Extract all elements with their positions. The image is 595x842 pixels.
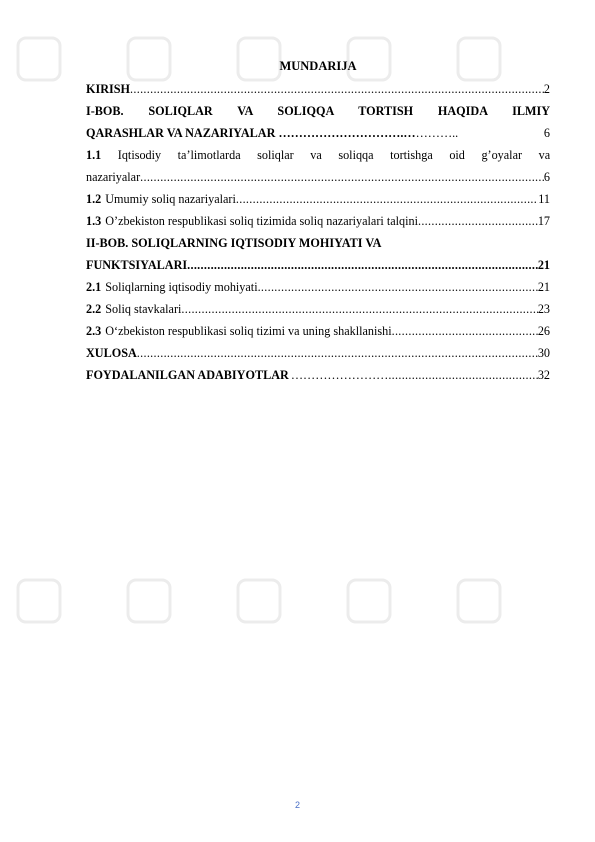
toc-entry-label: KIRISH: [86, 82, 131, 96]
word: soliqqa: [338, 148, 374, 162]
toc-entry-1-3[interactable]: [86, 210, 550, 232]
word: tortishga: [390, 148, 433, 162]
toc-entry-label: II-BOB. SOLIQLARNING IQTISODIY MOHIYATI VA: [86, 236, 382, 250]
toc-page-number: 11: [538, 192, 550, 206]
word: TORTISH: [358, 104, 414, 118]
toc-entry-1-1-line2[interactable]: [86, 166, 550, 188]
toc-entry-label: nazariyalar: [86, 170, 141, 184]
toc-page-number: 21: [537, 280, 550, 294]
dot-leader: [181, 298, 537, 320]
dot-leader: [140, 166, 544, 188]
toc-entry-2-1[interactable]: [86, 276, 550, 298]
word: SOLIQLAR: [148, 104, 213, 118]
toc-chapter2-heading-line2[interactable]: [86, 254, 550, 276]
word: g’oyalar: [481, 148, 523, 162]
word: soliqlar: [257, 148, 294, 162]
word: ta’limotlarda: [177, 148, 241, 162]
dot-leader: [236, 188, 538, 210]
word: ILMIY: [512, 104, 551, 118]
toc-page-number: 26: [537, 324, 550, 338]
section-number: 2.2: [86, 302, 102, 316]
dot-leader: [137, 342, 538, 364]
word: va: [310, 148, 322, 162]
toc-entry-kirish[interactable]: [86, 78, 550, 100]
toc-title: MUNDARIJA: [279, 59, 357, 73]
word: VA: [237, 104, 253, 118]
dot-leader: [187, 254, 538, 276]
section-number: 1.2: [86, 192, 102, 206]
toc-page-number: 17: [537, 214, 550, 228]
toc-entry-label: XULOSA: [86, 346, 137, 360]
toc-entry-label: O’zbekiston respublikasi soliq tizimida soliq nazariyalari talqini: [105, 214, 418, 228]
dot-leader: [130, 78, 544, 100]
dot-leader: [392, 320, 538, 342]
footer-page-number: 2: [294, 800, 300, 810]
toc-page-number: 21: [537, 258, 550, 272]
word: SOLIQQA: [277, 104, 334, 118]
toc-entry-xulosa[interactable]: [86, 342, 550, 364]
section-number: 2.1: [86, 280, 102, 294]
toc-entry-1-1-line1[interactable]: [86, 144, 550, 166]
word: oid: [449, 148, 465, 162]
toc-chapter2-heading-line1[interactable]: [86, 232, 550, 254]
toc-entry-2-2[interactable]: [86, 298, 550, 320]
table-of-contents: [86, 56, 550, 386]
toc-entry-1-2[interactable]: [86, 188, 550, 210]
word: Iqtisodiy: [117, 148, 162, 162]
toc-entry-label: FOYDALANILGAN ADABIYOTLAR: [86, 368, 289, 382]
toc-entry-2-3[interactable]: [86, 320, 550, 342]
toc-entry-label: Soliq stavkalari: [105, 302, 182, 316]
toc-page-number: 32: [537, 368, 550, 382]
dot-leader: ………..: [415, 126, 459, 140]
section-number: 1.1: [86, 148, 102, 162]
toc-page-number: 2: [543, 82, 550, 96]
toc-page-number: 23: [537, 302, 550, 316]
section-number: 1.3: [86, 214, 102, 228]
toc-page-number: 30: [537, 346, 550, 360]
toc-entry-adabiyotlar[interactable]: [86, 364, 550, 386]
toc-chapter1-heading-line2[interactable]: [86, 122, 550, 144]
word: I-BOB.: [86, 104, 124, 118]
dot-leader: [258, 276, 538, 298]
toc-chapter1-heading-line1[interactable]: [86, 100, 550, 122]
word: va: [538, 148, 551, 162]
toc-entry-label: O‘zbekiston respublikasi soliq tizimi va uning shakllanishi: [105, 324, 392, 338]
toc-entry-label: FUNKTSIYALARI: [86, 258, 188, 272]
word: HAQIDA: [437, 104, 488, 118]
toc-entry-label: QARASHLAR VA NAZARIYALAR ………………………….…: [86, 126, 416, 140]
section-number: 2.3: [86, 324, 102, 338]
dot-leader-ellipsis: ……………………: [290, 368, 389, 382]
toc-entry-label: Umumiy soliq nazariyalari: [105, 192, 236, 206]
dot-leader: [388, 364, 538, 386]
toc-page-number: 6: [543, 126, 550, 140]
toc-entry-label: Soliqlarning iqtisodiy mohiyati: [105, 280, 258, 294]
toc-page-number: 6: [543, 170, 550, 184]
dot-leader: [418, 210, 538, 232]
